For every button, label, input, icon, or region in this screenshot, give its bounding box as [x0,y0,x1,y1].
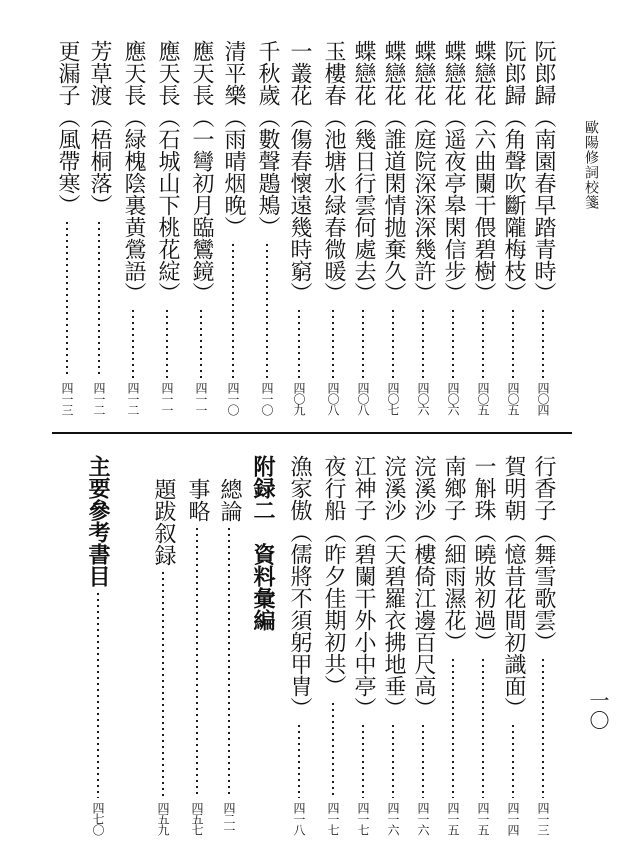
entry-title: 千秋歲（數聲鶗鴂） [255,40,280,238]
leader-dots [512,308,514,378]
entry-page: 四一七 [326,802,340,835]
entry-title: 浣溪沙（樓倚江邊百尺高） [411,455,436,719]
entry-title: 漁家傲（儒將不須躬甲胄） [287,455,312,719]
toc-entry [214,478,244,835]
entry-page: 四一二 [126,382,140,415]
toc-entry [498,40,528,415]
leader-dots [298,723,300,798]
section-divider [52,432,572,434]
entry-page: 四一一 [160,382,174,415]
entry-title: 蝶戀花（遥夜亭皋閑信步） [441,40,466,304]
entry-title: 蝶戀花（幾日行雲何處去） [351,40,376,304]
entry-title: 阮郎歸（角聲吹斷隴梅枝） [501,40,526,304]
entry-title: 一叢花（傷春懷遠幾時窮） [287,40,312,304]
entry-title: 應天長（緑槐陰裏黄鶯語） [121,40,146,304]
leader-dots [482,657,484,798]
leader-dots [97,591,99,798]
toc-entry [152,40,182,415]
leader-dots [392,308,394,378]
entry-page: 四一〇 [260,382,274,415]
entry-title: 題跋叙録 [151,478,176,566]
toc-entry [528,40,558,415]
leader-dots [332,701,334,798]
entry-page: 四二一 [222,802,236,835]
toc-entry [84,40,114,415]
entry-page: 四一〇 [226,382,240,415]
leader-dots [298,308,300,378]
toc-entry [318,40,348,415]
entry-page: 四一二 [92,382,106,415]
entry-page: 四一三 [536,802,550,835]
toc-entry [218,40,248,415]
entry-page: 四一四 [506,802,520,835]
entry-title: 浣溪沙（天碧羅衣拂地垂） [381,455,406,719]
entry-page: 四〇六 [446,382,460,415]
entry-title: 一斛珠（曉妝初過） [471,455,496,653]
toc-entry [468,455,498,835]
leader-dots [362,723,364,798]
leader-dots [196,526,198,798]
entry-title: 總論 [217,478,242,522]
entry-page: 四五七 [190,802,204,835]
entry-title: 清平樂（雨晴烟晚） [221,40,246,238]
leader-dots [200,308,202,378]
entry-title: 行香子（舞雪歌雲） [531,455,556,653]
entry-page: 四〇五 [506,382,520,415]
toc-entry [148,478,178,835]
entry-page: 四一五 [476,802,490,835]
toc-entry [186,40,216,415]
leader-dots [362,308,364,378]
entry-page: 四〇五 [476,382,490,415]
entry-page: 四一五 [446,802,460,835]
page-number: 一〇 [586,690,610,730]
leader-dots [452,308,454,378]
entry-page: 四一六 [386,802,400,835]
entry-title: 應天長（石城山下桃花綻） [155,40,180,304]
entry-page: 四〇八 [326,382,340,415]
entry-page: 四〇八 [356,382,370,415]
toc-entry [438,40,468,415]
entry-page: 四一八 [292,802,306,835]
leader-dots [98,220,100,378]
leader-dots [66,220,68,378]
toc-entry [468,40,498,415]
toc-entry [252,40,282,415]
entry-page: 四〇七 [386,382,400,415]
entry-title: 賀明朝（憶昔花間初識面） [501,455,526,719]
leader-dots [132,308,134,378]
leader-dots [162,570,164,798]
toc-entry [498,455,528,835]
leader-dots [266,242,268,378]
toc-entry [408,40,438,415]
leader-dots [482,308,484,378]
entry-title: 蝶戀花（誰道閑情抛棄久） [381,40,406,304]
toc-entry [284,455,314,835]
leader-dots [542,308,544,378]
entry-page: 四七〇 [91,802,105,835]
entry-title: 蝶戀花（六曲闌干偎碧樹） [471,40,496,304]
appendix-heading: 附録二 資料彙編 [250,455,276,631]
entry-title: 芳草渡（梧桐落） [87,40,112,216]
toc-entry [348,455,378,835]
toc-entry [52,40,82,415]
leader-dots [512,723,514,798]
toc-entry [528,455,558,835]
toc-entry [378,40,408,415]
entry-title: 更漏子（風帶寒） [55,40,80,216]
toc-entry-bibliography [82,455,114,835]
leader-dots [542,657,544,798]
entry-page: 四〇六 [416,382,430,415]
entry-title: 阮郎歸（南園春早踏青時） [531,40,556,304]
leader-dots [166,308,168,378]
toc-entry [438,455,468,835]
leader-dots [228,526,230,798]
toc-entry [348,40,378,415]
toc-entry [408,455,438,835]
entry-page: 四〇四 [536,382,550,415]
entry-title: 蝶戀花（庭院深深深幾許） [411,40,436,304]
leader-dots [332,308,334,378]
leader-dots [392,723,394,798]
toc-entry [378,455,408,835]
running-title: 歐陽修詞校箋 [583,120,599,210]
toc-entry [318,455,348,835]
entry-title: 江神子（碧闌干外小中亭） [351,455,376,719]
toc-entry [284,40,314,415]
entry-title: 事略 [185,478,210,522]
entry-page: 四一一 [194,382,208,415]
entry-title: 南鄉子（細雨濕花） [441,455,466,653]
leader-dots [232,242,234,378]
leader-dots [422,723,424,798]
entry-title: 主要參考書目 [85,455,111,587]
leader-dots [422,308,424,378]
entry-page: 四五九 [156,802,170,835]
leader-dots [452,657,454,798]
entry-title: 夜行船（昨夕佳期初共） [321,455,346,697]
entry-title: 玉樓春（池塘水緑春微暖） [321,40,346,304]
entry-page: 四一三 [60,382,74,415]
entry-page: 四一六 [416,802,430,835]
toc-entry [118,40,148,415]
entry-page: 四〇九 [292,382,306,415]
entry-page: 四一七 [356,802,370,835]
entry-title: 應天長（一彎初月臨鸞鏡） [189,40,214,304]
toc-entry [182,478,212,835]
